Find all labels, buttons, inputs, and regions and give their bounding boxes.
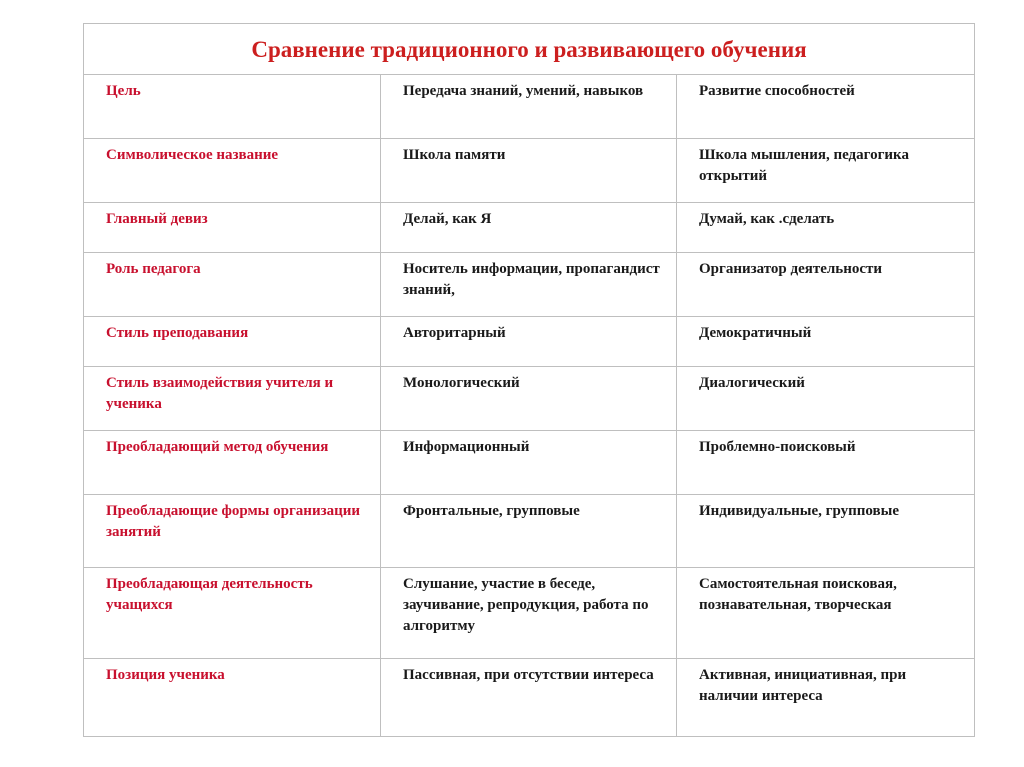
table-row (84, 659, 975, 737)
traditional-cell: Слушание, участие в беседе, заучивание, репродукция, работа по алгоритму (381, 568, 677, 659)
row-label: Цель (84, 75, 381, 139)
traditional-cell: Пассивная, при отсутствии интереса (381, 659, 677, 737)
developing-cell: Школа мышления, педагогика открытий (677, 139, 975, 203)
title-row (84, 24, 975, 75)
developing-cell: Развитие способностей (677, 75, 975, 139)
row-label: Стиль взаимодействия учителя и ученика (84, 367, 381, 431)
traditional-cell: Школа памяти (381, 139, 677, 203)
table-title: Сравнение традиционного и развивающего обучения (84, 24, 975, 75)
comparison-table (83, 23, 975, 737)
traditional-cell: Делай, как Я (381, 203, 677, 253)
developing-cell: Думай, как .сделать (677, 203, 975, 253)
developing-cell: Демократичный (677, 317, 975, 367)
traditional-cell: Фронтальные, групповые (381, 495, 677, 568)
developing-cell: Активная, инициативная, при наличии интереса (677, 659, 975, 737)
developing-cell: Проблемно-поисковый (677, 431, 975, 495)
table-row (84, 367, 975, 431)
row-label: Символическое название (84, 139, 381, 203)
table-row (84, 253, 975, 317)
table-row (84, 203, 975, 253)
developing-cell: Индивидуальные, групповые (677, 495, 975, 568)
row-label: Позиция ученика (84, 659, 381, 737)
table-row (84, 139, 975, 203)
row-label: Преобладающие формы организации занятий (84, 495, 381, 568)
traditional-cell: Носитель информации, пропагандист знаний, (381, 253, 677, 317)
developing-cell: Диалогический (677, 367, 975, 431)
traditional-cell: Авторитарный (381, 317, 677, 367)
developing-cell: Организатор деятельности (677, 253, 975, 317)
table-row (84, 317, 975, 367)
row-label: Стиль преподавания (84, 317, 381, 367)
developing-cell: Самостоятельная поисковая, познавательная, творческая (677, 568, 975, 659)
row-label: Роль педагога (84, 253, 381, 317)
traditional-cell: Передача знаний, умений, навыков (381, 75, 677, 139)
table-row (84, 568, 975, 659)
table-row (84, 75, 975, 139)
traditional-cell: Информационный (381, 431, 677, 495)
row-label: Преобладающий метод обучения (84, 431, 381, 495)
comparison-sheet (83, 23, 974, 737)
table-row (84, 495, 975, 568)
row-label: Главный девиз (84, 203, 381, 253)
traditional-cell: Монологический (381, 367, 677, 431)
row-label: Преобладающая деятельность учащихся (84, 568, 381, 659)
table-row (84, 431, 975, 495)
